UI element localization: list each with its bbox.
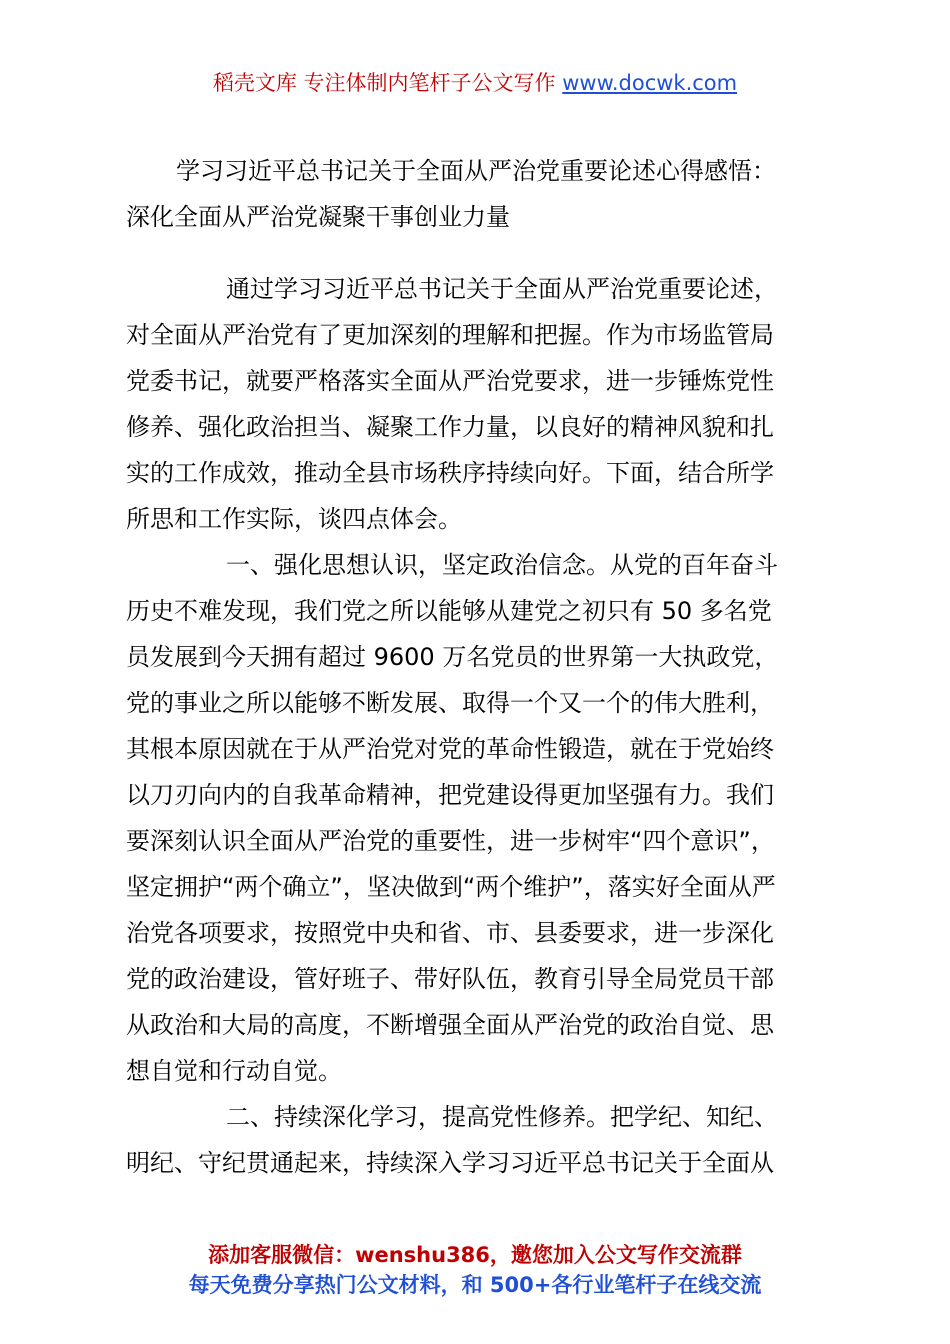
text-line: 坚定拥护“两个确立”，坚决做到“两个维护”，落实好全面从严 bbox=[126, 873, 776, 901]
site-name: 稻壳文库 专注体制内笔杆子公文写作 bbox=[212, 71, 556, 95]
document-title bbox=[126, 148, 826, 240]
text-line: 所思和工作实际，谈四点体会。 bbox=[126, 505, 462, 533]
text-line: 员发展到今天拥有超过 9600 万名党员的世界第一大执政党， bbox=[126, 643, 779, 671]
paragraph-intro bbox=[126, 266, 826, 542]
text-line: 修养、强化政治担当、凝聚工作力量，以良好的精神风貌和扎 bbox=[126, 413, 774, 441]
text-line: 想自觉和行动自觉。 bbox=[126, 1057, 342, 1085]
document-body bbox=[126, 266, 826, 1186]
text-line: 通过学习习近平总书记关于全面从严治党重要论述， bbox=[226, 275, 778, 303]
text-line: 一、强化思想认识，坚定政治信念。从党的百年奋斗 bbox=[226, 551, 778, 579]
footer-share-line: 每天免费分享热门公文材料，和 500+各行业笔杆子在线交流 bbox=[188, 1273, 762, 1297]
text-line: 历史不难发现，我们党之所以能够从建党之初只有 50 多名党 bbox=[126, 597, 772, 625]
text-line: 党的事业之所以能够不断发展、取得一个又一个的伟大胜利， bbox=[126, 689, 774, 717]
text-line: 治党各项要求，按照党中央和省、市、县委要求，进一步深化 bbox=[126, 919, 774, 947]
text-line: 从政治和大局的高度，不断增强全面从严治党的政治自觉、思 bbox=[126, 1011, 774, 1039]
title-line-1: 学习习近平总书记关于全面从严治党重要论述心得感悟： bbox=[176, 157, 776, 185]
text-line: 实的工作成效，推动全县市场秩序持续向好。下面，结合所学 bbox=[126, 459, 774, 487]
text-line: 要深刻认识全面从严治党的重要性，进一步树牢“四个意识”， bbox=[126, 827, 775, 855]
text-line: 以刀刃向内的自我革命精神，把党建设得更加坚强有力。我们 bbox=[126, 781, 774, 809]
page-header bbox=[0, 68, 950, 98]
footer-wechat-line: 添加客服微信：wenshu386，邀您加入公文写作交流群 bbox=[208, 1243, 742, 1267]
text-line: 二、持续深化学习，提高党性修养。把学纪、知纪、 bbox=[226, 1103, 778, 1131]
site-url-link[interactable]: www.docwk.com bbox=[562, 71, 738, 95]
text-line: 其根本原因就在于从严治党对党的革命性锻造，就在于党始终 bbox=[126, 735, 774, 763]
text-line: 对全面从严治党有了更加深刻的理解和把握。作为市场监管局 bbox=[126, 321, 774, 349]
title-line-2: 深化全面从严治党凝聚干事创业力量 bbox=[126, 203, 510, 231]
page-footer bbox=[0, 1240, 950, 1300]
text-line: 党委书记，就要严格落实全面从严治党要求，进一步锤炼党性 bbox=[126, 367, 774, 395]
text-line: 明纪、守纪贯通起来，持续深入学习习近平总书记关于全面从 bbox=[126, 1149, 774, 1177]
paragraph-section-1 bbox=[126, 542, 826, 1094]
paragraph-section-2 bbox=[126, 1094, 826, 1186]
text-line: 党的政治建设，管好班子、带好队伍，教育引导全局党员干部 bbox=[126, 965, 774, 993]
